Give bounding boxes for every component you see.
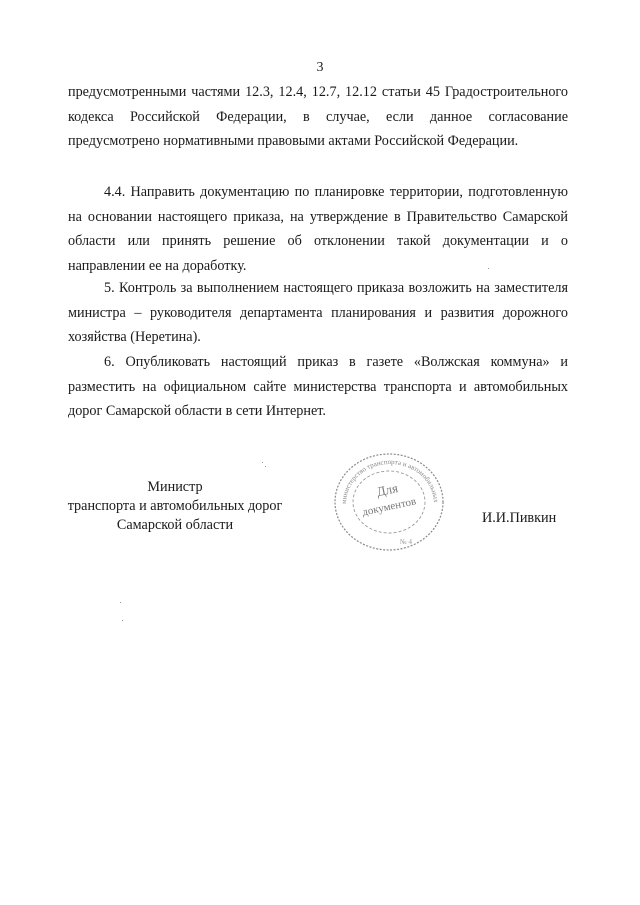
signature-title-block [60,478,290,535]
scan-speck [265,466,266,467]
signature-title-line-2: транспорта и автомобильных дорог [67,498,283,514]
stamp-ring-text: министерство транспорта и автомобильных [339,457,440,505]
official-stamp [326,448,452,554]
stamp-bottom-text: № 4 [400,538,412,546]
scan-speck [120,602,121,603]
paragraph-6: 6. Опубликовать настоящий приказ в газете «Волжская коммуна» и разместить на официальном сайте министерства транспорта и автомобильных дорог Самарской области в сети Интернет. [68,354,568,419]
signature-title-line-1: Министр [147,479,203,495]
page-number: 3 [316,60,324,75]
signature-title-line-3: Самарской области [116,517,234,533]
scan-speck [262,462,263,463]
paragraph-4-4: 4.4. Направить документацию по планировке территории, подготовленную на основании настоящего приказа, на утверждение в Правительство Самарской области или принять решение об отклонении такой документации и о направлении ее на доработку. [68,184,568,274]
paragraph-continuation: предусмотренными частями 12.3, 12.4, 12.7, 12.12 статьи 45 Градостроительного кодекса Российской Федерации, в случае, если данное согласование предусмотрено нормативными правовыми актами Российской Федерации. [68,84,568,149]
paragraph-5: 5. Контроль за выполнением настоящего приказа возложить на заместителя министра – руководителя департамента планирования и развития дорожного хозяйства (Неретина). [68,280,568,345]
signer-name: И.И.Пивкин [482,510,557,526]
scan-speck [488,268,489,269]
stamp-center-line-2: документов [361,495,418,519]
stamp-center-line-1: Для [375,480,400,500]
scan-speck [122,620,123,621]
